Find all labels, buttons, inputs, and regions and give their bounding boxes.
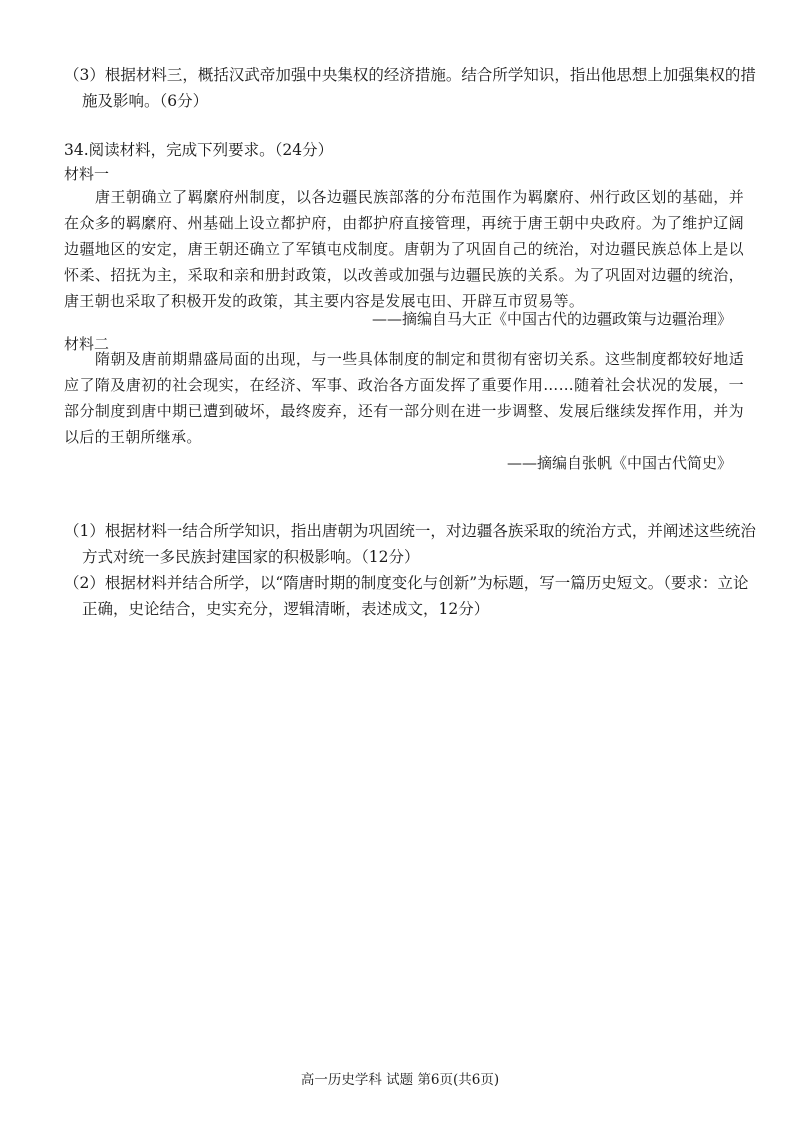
material-2-source: ——摘编自张帆《中国古代简史》 [506, 454, 732, 472]
question-34-part-1: （1）根据材料一结合所学知识，指出唐朝为巩固统一，对边疆各族采取的统治方式，并阐述这些统治方式对统一多民族封建国家的积极影响。（12分） [64, 522, 756, 566]
page-footer: 高一历史学科 试题 第6页(共6页) [300, 1072, 500, 1088]
question-33-part-3: （3）根据材料三，概括汉武帝加强中央集权的经济措施。结合所学知识，指出他思想上加强集权的措施及影响。（6分） [64, 66, 756, 110]
question-34-part-2: （2）根据材料并结合所学，以“隋唐时期的制度变化与创新”为标题，写一篇历史短文。（要求：立论正确，史论结合，史实充分，逻辑清晰，表述成文，12分） [64, 574, 749, 618]
material-2-body: 隋朝及唐前期鼎盛局面的出现，与一些具体制度的制定和贯彻有密切关系。这些制度都较好地适应了隋及唐初的社会现实，在经济、军事、政治各方面发挥了重要作用……随着社会状况的发展，一部分制度到唐中期已遭到破坏，最终废弃，还有一部分则在进一步调整、发展后继续发挥作用，并为以后的王朝所继承。 [64, 350, 744, 446]
material-1-body: 唐王朝确立了羁縻府州制度，以各边疆民族部落的分布范围作为羁縻府、州行政区划的基础，并在众多的羁縻府、州基础上设立都护府，由都护府直接管理，再统于唐王朝中央政府。为了维护辽阔边疆地区的安定，唐王朝还确立了军镇屯戍制度。唐朝为了巩固自己的统治，对边疆民族总体上是以怀柔、招抚为主，采取和亲和册封政策，以改善或加强与边疆民族的关系。为了巩固对边疆的统治，唐王朝也采取了积极开发的政策，其主要内容是发展屯田、开辟互市贸易等。 [64, 188, 744, 310]
question-34-heading: 34.阅读材料，完成下列要求。（24分） [64, 141, 334, 159]
material-1-source: ——摘编自马大正《中国古代的边疆政策与边疆治理》 [371, 310, 732, 328]
material-2-label: 材料二 [64, 335, 110, 353]
material-1-label: 材料一 [64, 165, 110, 183]
